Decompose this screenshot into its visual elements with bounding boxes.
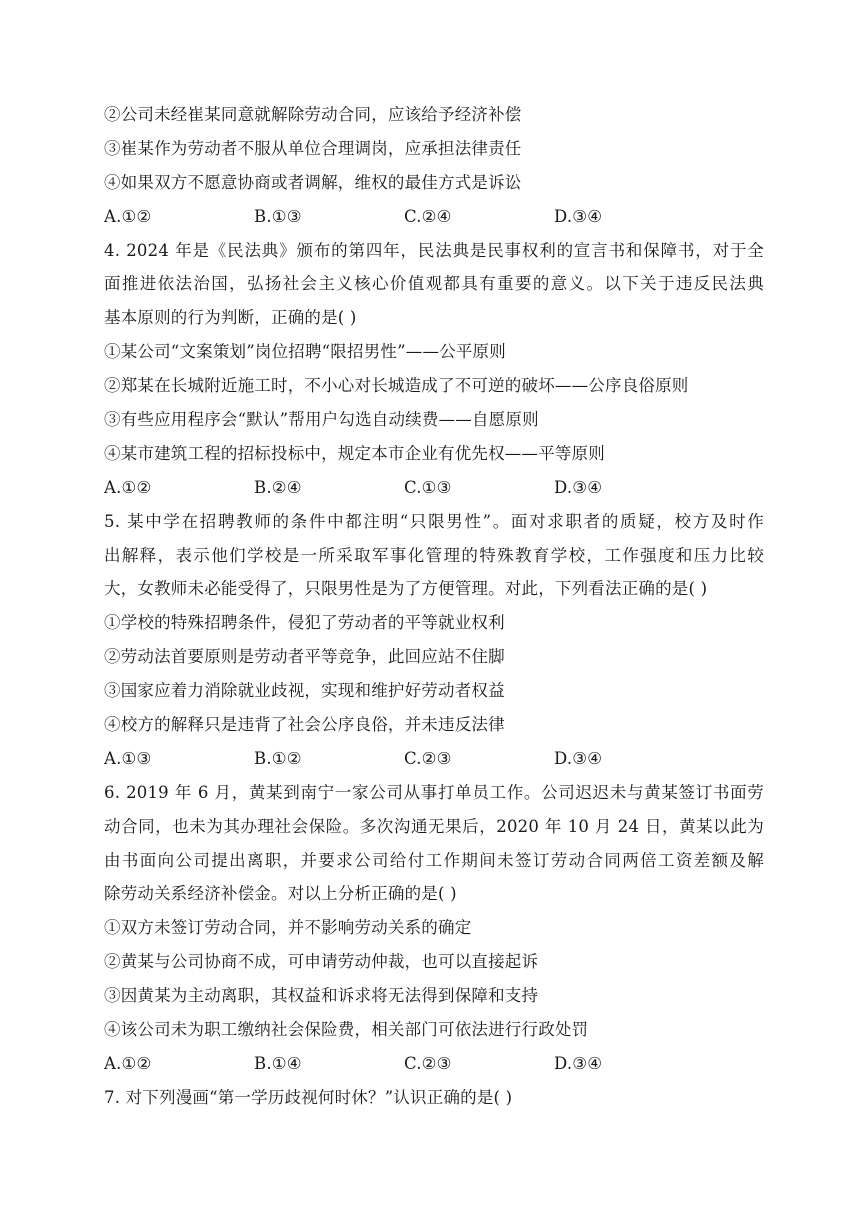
question-stem: 7. 对下列漫画“第一学历歧视何时休？”认识正确的是( ) — [104, 1087, 513, 1107]
option-d: D.③④ — [554, 206, 603, 226]
question-stem: 除劳动关系经济补偿金。对以上分析正确的是( ) — [104, 884, 457, 904]
statement: ①学校的特殊招聘条件，侵犯了劳动者的平等就业权利 — [104, 613, 505, 633]
question-7 — [104, 1081, 764, 1115]
statement: ③崔某作为劳动者不服从单位合理调岗，应承担法律责任 — [104, 138, 522, 158]
question-5 — [104, 505, 764, 776]
question-stem: 大，女教师未必能受得了，只限男性是为了方便管理。对此，下列看法正确的是( ) — [104, 579, 708, 599]
option-c: C.②③ — [404, 1053, 452, 1073]
option-b: B.①④ — [254, 1053, 302, 1073]
exam-page — [104, 98, 764, 1115]
question-stem: 6. 2019 年 6 月，黄某到南宁一家公司从事打单员工作。公司迟迟未与黄某签订书面劳 — [104, 782, 764, 802]
question-stem: 基本原则的行为判断，正确的是( ) — [104, 308, 357, 328]
statement: ③国家应着力消除就业歧视，实现和维护好劳动者权益 — [104, 681, 505, 701]
statement: ④该公司未为职工缴纳社会保险费，相关部门可依法进行行政处罚 — [104, 1020, 589, 1040]
answer-options — [104, 742, 764, 776]
statement: ①双方未签订劳动合同，并不影响劳动关系的确定 — [104, 918, 472, 938]
statement: ④校方的解释只是违背了社会公序良俗，并未违反法律 — [104, 715, 505, 735]
option-d: D.③④ — [554, 748, 603, 768]
question-stem: 动合同，也未为其办理社会保险。多次沟通无果后，2020 年 10 月 24 日，黄某以此为 — [104, 816, 764, 836]
statement: ②郑某在长城附近施工时，不小心对长城造成了不可逆的破坏——公序良俗原则 — [104, 376, 689, 396]
question-stem: 出解释，表示他们学校是一所采取军事化管理的特殊教育学校，工作强度和压力比较 — [104, 545, 764, 565]
statement: ①某公司“文案策划”岗位招聘“限招男性”——公平原则 — [104, 342, 506, 362]
option-d: D.③④ — [554, 477, 603, 497]
question-stem: 由书面向公司提出离职，并要求公司给付工作期间未签订劳动合同两倍工资差额及解 — [104, 850, 764, 870]
statement: ②公司未经崔某同意就解除劳动合同，应该给予经济补偿 — [104, 105, 522, 124]
statement: ②黄某与公司协商不成，可申请劳动仲裁，也可以直接起诉 — [104, 952, 539, 972]
statement: ④如果双方不愿意协商或者调解，维权的最佳方式是诉讼 — [104, 172, 522, 192]
option-a: A.①② — [104, 206, 152, 226]
option-c: C.②④ — [404, 206, 452, 226]
option-c: C.②③ — [404, 748, 452, 768]
option-d: D.③④ — [554, 1053, 603, 1073]
option-b: B.①③ — [254, 206, 302, 226]
option-c: C.①③ — [404, 477, 452, 497]
answer-options — [104, 1047, 764, 1081]
question-stem: 面推进依法治国，弘扬社会主义核心价值观都具有重要的意义。以下关于违反民法典 — [104, 274, 764, 294]
statement: ②劳动法首要原则是劳动者平等竞争，此回应站不住脚 — [104, 647, 505, 667]
question-stem: 5. 某中学在招聘教师的条件中都注明“只限男性”。面对求职者的质疑，校方及时作 — [104, 511, 764, 531]
option-b: B.①② — [254, 748, 302, 768]
option-b: B.②④ — [254, 477, 302, 497]
question-4 — [104, 234, 764, 505]
answer-options — [104, 200, 764, 234]
question-stem: 4. 2024 年是《民法典》颁布的第四年，民法典是民事权利的宣言书和保障书，对于全 — [104, 240, 764, 260]
statement: ③有些应用程序会“默认”帮用户勾选自动续费——自愿原则 — [104, 410, 539, 430]
answer-options — [104, 471, 764, 505]
statement: ③因黄某为主动离职，其权益和诉求将无法得到保障和支持 — [104, 986, 539, 1006]
statement: ④某市建筑工程的招标投标中，规定本市企业有优先权——平等原则 — [104, 443, 605, 463]
option-a: A.①③ — [104, 748, 152, 768]
question-6 — [104, 776, 764, 1081]
option-a: A.①② — [104, 1053, 152, 1073]
option-a: A.①② — [104, 477, 152, 497]
question-3 — [104, 98, 764, 234]
